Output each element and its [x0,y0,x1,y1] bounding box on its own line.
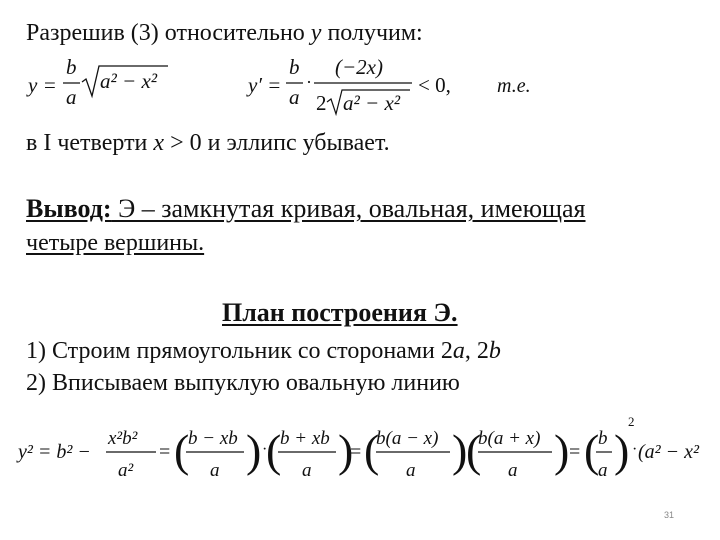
conclusion-text-1: Э – замкнутая кривая, овальная, имеющая [111,194,586,223]
bf-p2-den: a [302,460,312,481]
conclusion-line-2 [26,230,204,257]
bf-p4-num: b(a + x) [478,428,541,449]
bf-p5-den: a [598,460,608,481]
quadrant-suffix: > 0 и эллипс убывает. [164,130,390,156]
formula2-frac1-num: b [289,55,300,79]
bf-lhs: y² = b² − [18,441,91,463]
formula1-num: b [66,55,77,79]
formula2-frac1-den: a [289,85,300,109]
intro-prefix: Разрешив (3) относительно [26,20,311,46]
bf-eq-3: = [569,441,581,463]
plan-step-2: 2) Вписываем выпуклую овальную линию [26,370,460,396]
quadrant-var: x [153,130,165,156]
intro-line [26,20,423,47]
plan-step-1-mid: , 2 [464,338,489,364]
plan-title: План построения Э. [222,298,458,327]
bf-eq-1: = [159,441,171,463]
bf-p1-rparen: ) [246,425,262,476]
bf-p1-lparen: ( [174,425,190,476]
bf-p5-lparen: ( [584,425,600,476]
bf-p4-rparen: ) [554,425,570,476]
bf-p3-den: a [406,460,416,481]
bf-dot-1: · [262,441,268,458]
bf-frac-den: a² [118,460,134,481]
bf-p2-num: b + xb [280,428,330,449]
conclusion-text-2: четыре вершины. [26,230,205,256]
conclusion-line-1 [26,194,586,224]
formula2-dot: · [306,72,312,92]
bottom-formula [0,414,720,494]
bf-p5-exp: 2 [628,414,635,429]
bf-eq-2: = [350,441,362,463]
formula2-frac2-den-coef: 2 [316,91,327,115]
bf-tail: (a² − x² [638,441,700,463]
formula-row-1 [0,52,720,122]
formula2-sqrt-content: a² − x² [343,91,401,115]
bf-p1-num: b − xb [188,428,238,449]
bf-p2-lparen: ( [266,425,282,476]
plan-step-1 [26,338,501,365]
formula2-rhs: < 0, [418,73,451,97]
bf-dot-2: · [632,441,638,458]
bf-p5-rparen: ) [614,425,630,476]
quadrant-line [26,130,390,157]
quadrant-prefix: в I четверти [26,130,154,156]
bf-p3-rparen: ) [452,425,468,476]
bf-p2-rparen: ) [338,425,354,476]
formula2-lhs: y′ = [248,73,282,97]
bf-p4-lparen: ( [466,425,482,476]
plan-step-1-prefix: 1) Строим прямоугольник со сторонами 2 [26,338,453,364]
plan-step-1-a: a [452,338,465,364]
conclusion-label: Вывод: [26,194,112,223]
bf-p3-num: b(a − x) [376,428,439,449]
page-number: 31 [664,510,675,520]
bf-p5-num: b [598,428,608,449]
intro-suffix: получим: [321,20,423,46]
formula2-frac2-num: (−2x) [335,55,383,79]
bf-p1-den: a [210,460,220,481]
formula1-den: a [66,85,77,109]
bf-frac-num: x²b² [108,428,138,449]
intro-var: y [310,20,322,46]
plan-step-1-b: b [488,338,501,364]
bf-p4-den: a [508,460,518,481]
bf-p3-lparen: ( [364,425,380,476]
te-label: т.е. [497,75,531,97]
formula1-sqrt-content: a² − x² [100,69,158,93]
formula1-lhs: y = [28,73,57,97]
